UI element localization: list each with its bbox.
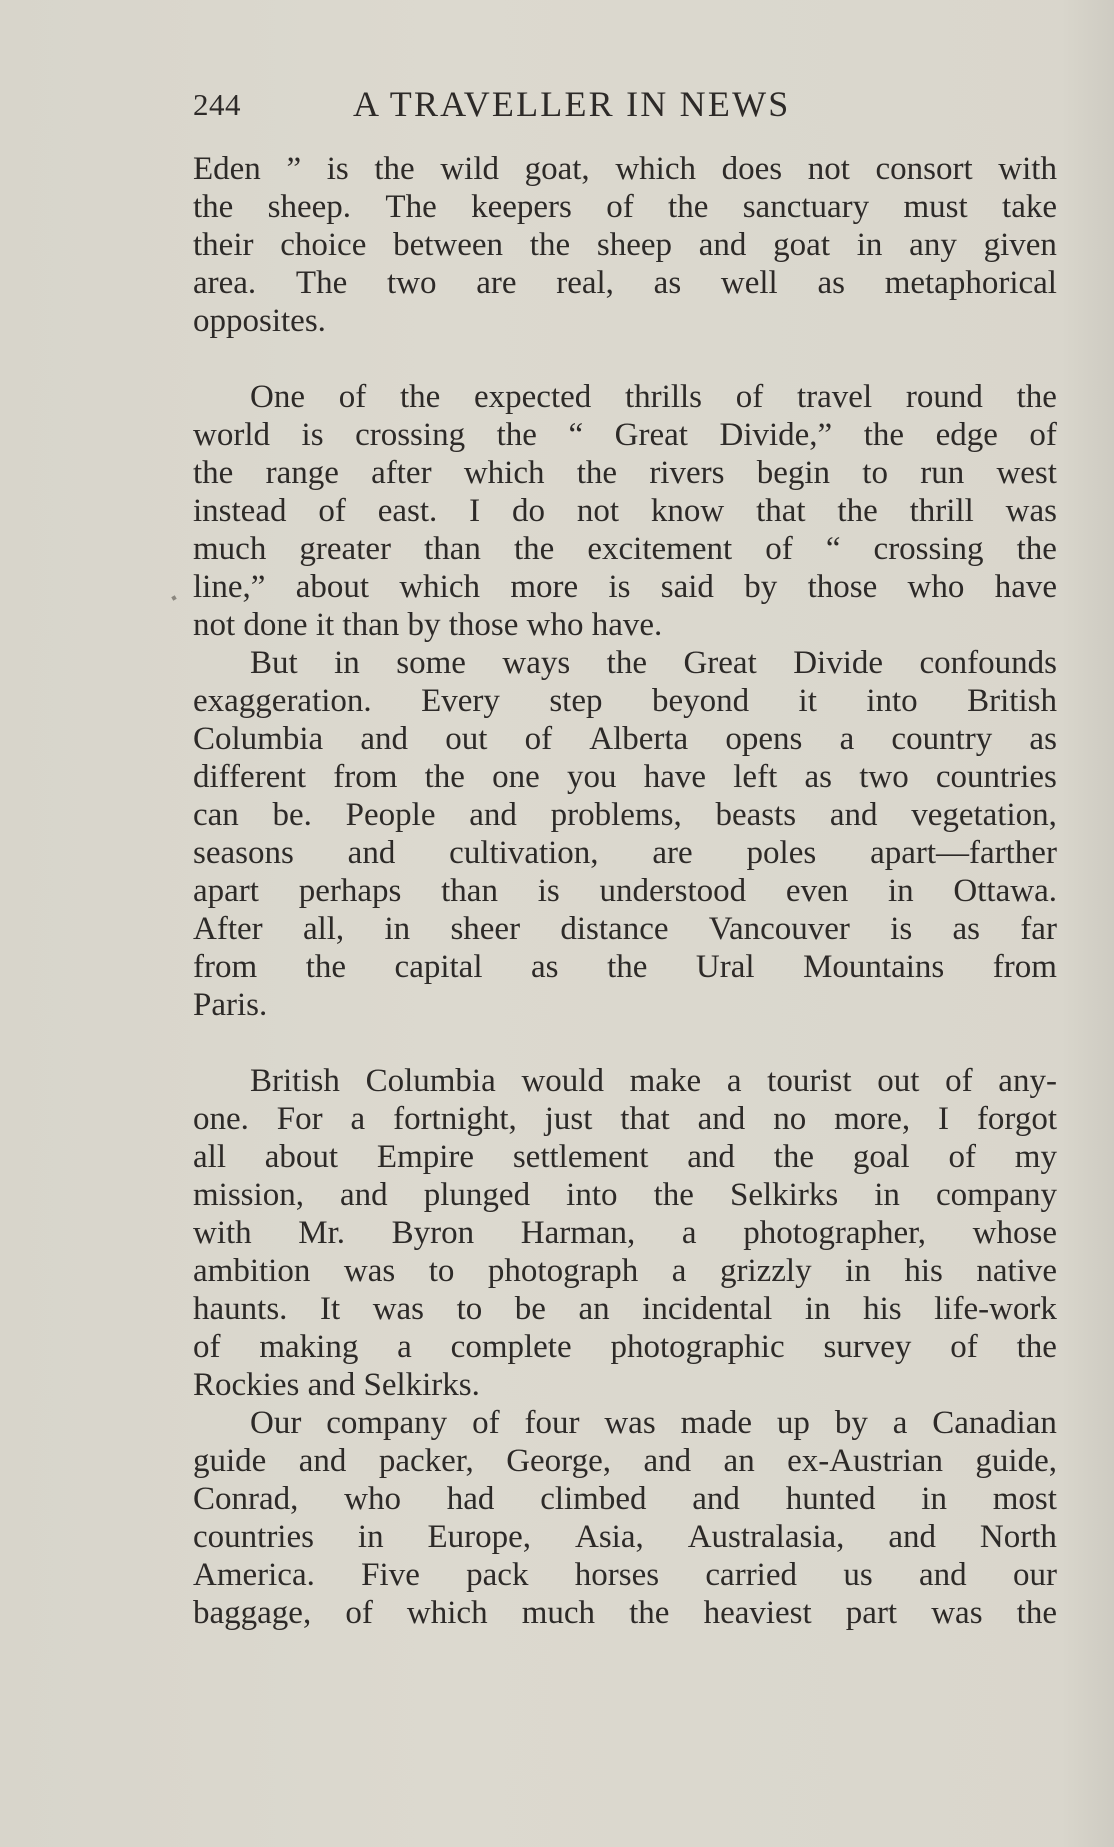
text-line: line,” about which more is said by those who have [193,569,1057,605]
body-text [193,150,1057,1632]
text-line: America. Five pack horses carried us and our [193,1557,1057,1593]
page-number: 244 [193,87,241,122]
text-line: Conrad, who had climbed and hunted in most [193,1481,1057,1517]
paragraph-gap [193,1024,1057,1062]
text-line: British Columbia would make a tourist out of any- [250,1063,1057,1099]
text-line: haunts. It was to be an incidental in his life-work [193,1291,1057,1327]
text-line: mission, and plunged into the Selkirks in company [193,1177,1057,1213]
text-line: But in some ways the Great Divide confounds [250,645,1057,681]
text-line: can be. People and problems, beasts and vegetation, [193,797,1057,833]
text-line: not done it than by those who have. [193,607,663,643]
text-line: After all, in sheer distance Vancouver is as far [193,911,1057,947]
text-line: One of the expected thrills of travel round the [250,379,1057,415]
text-line: Paris. [193,987,268,1023]
text-line: baggage, of which much the heaviest part was the [193,1595,1057,1631]
page-header [193,83,913,133]
text-line: exaggeration. Every step beyond it into British [193,683,1057,719]
text-line: with Mr. Byron Harman, a photographer, whose [193,1215,1057,1251]
running-title: A TRAVELLER IN NEWS [353,84,791,124]
text-line: all about Empire settlement and the goal of my [193,1139,1057,1175]
text-line: different from the one you have left as two countries [193,759,1057,795]
text-line: Our company of four was made up by a Canadian [250,1405,1057,1441]
text-line: from the capital as the Ural Mountains from [193,949,1057,985]
text-line: the range after which the rivers begin to run west [193,455,1057,491]
text-line: opposites. [193,303,326,339]
text-line: countries in Europe, Asia, Australasia, and North [193,1519,1057,1555]
text-line: seasons and cultivation, are poles apart—farther [193,835,1057,871]
text-line: Eden ” is the wild goat, which does not consort with [193,151,1057,187]
text-line: instead of east. I do not know that the thrill was [193,493,1057,529]
text-line: ambition was to photograph a grizzly in his native [193,1253,1057,1289]
page-edge-shade [1060,0,1114,1847]
text-line: of making a complete photographic survey of the [193,1329,1057,1365]
text-line: apart perhaps than is understood even in Ottawa. [193,873,1057,909]
text-line: world is crossing the “ Great Divide,” the edge of [193,417,1057,453]
margin-mark [171,595,176,600]
text-line: guide and packer, George, and an ex-Austrian guide, [193,1443,1057,1479]
text-line: area. The two are real, as well as metaphorical [193,265,1057,301]
text-line: the sheep. The keepers of the sanctuary must take [193,189,1057,225]
text-line: their choice between the sheep and goat in any given [193,227,1057,263]
text-line: Columbia and out of Alberta opens a country as [193,721,1057,757]
text-line: Rockies and Selkirks. [193,1367,480,1403]
text-line: much greater than the excitement of “ crossing the [193,531,1057,567]
text-line: one. For a fortnight, just that and no more, I forgot [193,1101,1057,1137]
paragraph-gap [193,340,1057,378]
